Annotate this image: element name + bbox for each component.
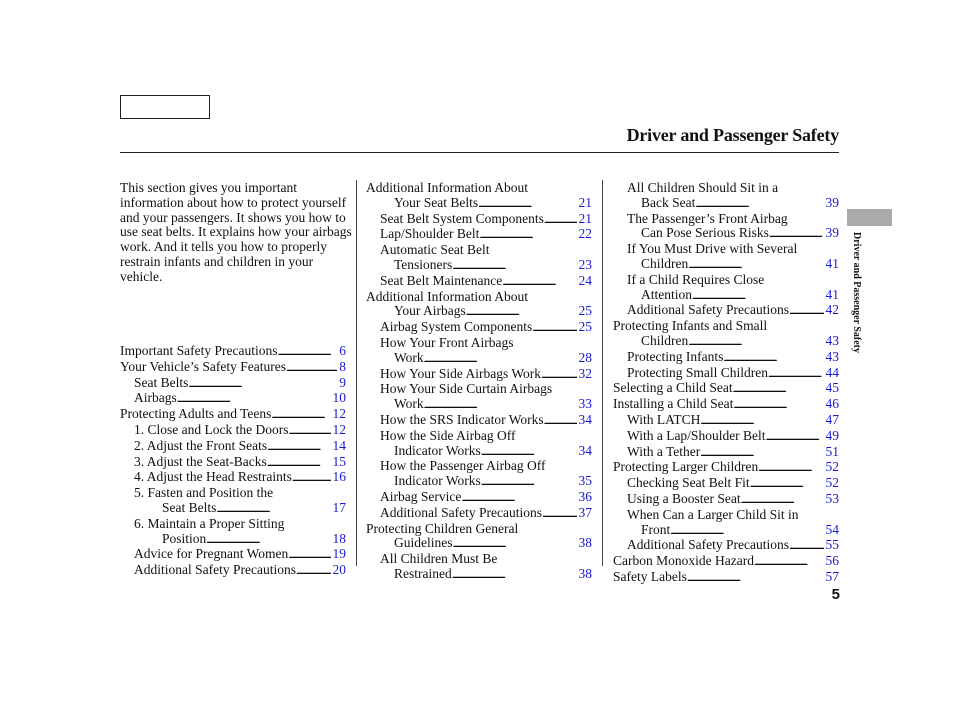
toc-entry[interactable] — [366, 490, 592, 506]
toc-page-link[interactable]: 43 — [825, 348, 839, 364]
toc-entry-title: 4. Adjust the Head Restraints — [134, 469, 292, 485]
toc-entry-title: Work — [394, 396, 424, 412]
toc-entry-title: With a Tether — [627, 443, 701, 459]
toc-page-link[interactable]: 32 — [578, 365, 592, 381]
dot-leader — [750, 476, 824, 492]
toc-entry-title: Lap/Shoulder Belt — [380, 226, 480, 242]
toc-page-link[interactable]: 38 — [578, 535, 592, 551]
dot-leader — [766, 429, 824, 445]
dot-leader — [188, 376, 337, 392]
toc-page-link[interactable]: 16 — [332, 469, 346, 485]
toc-entry-title: Safety Labels — [613, 568, 687, 584]
toc-entry-title: Additional Safety Precautions — [627, 537, 789, 553]
toc-page-link[interactable]: 21 — [578, 194, 592, 210]
dot-leader — [541, 367, 576, 383]
toc-entry-title: Carbon Monoxide Hazard — [613, 553, 754, 569]
toc-entry[interactable] — [613, 460, 839, 476]
dot-leader — [741, 492, 824, 508]
toc-entry[interactable] — [120, 470, 346, 486]
dot-leader — [452, 258, 576, 274]
toc-entry[interactable] — [613, 257, 839, 273]
dot-leader — [481, 474, 577, 490]
toc-entry[interactable] — [613, 366, 839, 382]
toc-column-2 — [366, 181, 592, 583]
toc-entry-title: Seat Belts — [162, 499, 217, 515]
dot-leader — [271, 407, 330, 423]
toc-page-link[interactable]: 39 — [825, 225, 839, 241]
toc-entry-title: Can Pose Serious Risks — [641, 225, 769, 241]
page-title: Driver and Passenger Safety — [626, 125, 839, 145]
toc-page-link[interactable]: 8 — [339, 358, 346, 374]
dot-leader — [670, 523, 823, 539]
dot-leader — [758, 460, 823, 476]
toc-entry-title: 2. Adjust the Front Seats — [134, 437, 268, 453]
toc-entry-title: Selecting a Child Seat — [613, 380, 733, 396]
dot-leader — [216, 501, 330, 517]
toc-page-link[interactable]: 10 — [332, 390, 346, 406]
toc-entry[interactable] — [366, 304, 592, 320]
toc-entry[interactable] — [120, 423, 346, 439]
toc-page-link[interactable]: 39 — [825, 194, 839, 210]
dot-leader — [687, 570, 824, 586]
toc-entry-title: Additional Safety Precautions — [134, 562, 296, 578]
toc-entry-title: Airbag Service — [380, 488, 462, 504]
toc-entry-title: How the SRS Indicator Works — [380, 411, 544, 427]
dot-leader — [688, 257, 823, 273]
toc-entry-title: Protecting Adults and Teens — [120, 406, 272, 422]
dot-leader — [424, 397, 577, 413]
dot-leader — [544, 413, 577, 429]
toc-page-link[interactable]: 41 — [825, 255, 839, 271]
toc-entry-title: Protecting Larger Children — [613, 459, 759, 475]
dot-leader — [267, 455, 331, 471]
toc-entry-heading: Additional Information About — [366, 180, 528, 195]
toc-entry[interactable] — [120, 376, 346, 392]
toc-page-link[interactable]: 18 — [332, 530, 346, 546]
toc-entry[interactable] — [366, 413, 592, 429]
toc-entry-title: Additional Safety Precautions — [627, 302, 789, 318]
toc-entry[interactable] — [613, 476, 839, 492]
toc-entry[interactable] — [613, 429, 839, 445]
dot-leader — [733, 397, 823, 413]
toc-entry-title: How Your Side Airbags Work — [380, 365, 542, 381]
toc-page-link[interactable]: 57 — [825, 568, 839, 584]
dot-leader — [267, 439, 330, 455]
toc-entry-heading: How the Side Airbag Off — [380, 427, 516, 443]
toc-entry[interactable] — [366, 506, 592, 522]
toc-entry[interactable] — [366, 212, 592, 228]
toc-page-link[interactable]: 12 — [332, 421, 346, 437]
toc-page-link[interactable]: 41 — [825, 286, 839, 302]
toc-entry-title: Tensioners — [394, 256, 453, 272]
toc-page-link[interactable]: 43 — [825, 332, 839, 348]
toc-entry[interactable] — [366, 567, 592, 583]
toc-entry-title: Installing a Child Seat — [613, 396, 734, 412]
dot-leader — [452, 567, 577, 583]
column-divider-1 — [356, 180, 357, 566]
toc-page-link[interactable]: 23 — [578, 256, 592, 272]
toc-entry-title: With LATCH — [627, 411, 701, 427]
dot-leader — [453, 536, 577, 552]
toc-entry-title: Attention — [641, 286, 692, 302]
toc-entry-heading: When Can a Larger Child Sit in — [627, 506, 799, 522]
dot-leader — [424, 351, 577, 367]
toc-page-link[interactable]: 28 — [578, 349, 592, 365]
dot-leader — [789, 303, 824, 319]
toc-entry-heading: How Your Front Airbags — [380, 334, 514, 350]
toc-entry[interactable] — [613, 334, 839, 350]
toc-entry[interactable] — [366, 397, 592, 413]
toc-entry[interactable] — [120, 360, 346, 376]
toc-page-link[interactable]: 17 — [332, 499, 346, 515]
toc-entry-heading: 5. Fasten and Position the — [134, 485, 274, 501]
toc-entry-title: Checking Seat Belt Fit — [627, 475, 750, 491]
toc-entry-title: Guidelines — [394, 535, 453, 551]
toc-entry[interactable] — [613, 397, 839, 413]
toc-entry[interactable] — [366, 351, 592, 367]
toc-entry-title: Additional Safety Precautions — [380, 504, 542, 520]
toc-page-link[interactable]: 55 — [825, 537, 839, 553]
page-number: 5 — [831, 586, 840, 603]
toc-entry[interactable] — [120, 547, 346, 563]
toc-entry[interactable] — [120, 563, 346, 579]
dot-leader — [286, 360, 337, 376]
toc-entry[interactable] — [613, 570, 839, 586]
toc-page-link[interactable]: 53 — [825, 490, 839, 506]
section-tab-marker — [847, 209, 892, 226]
toc-entry[interactable] — [366, 227, 592, 243]
toc-entry[interactable] — [120, 344, 346, 360]
toc-entry-title: Advice for Pregnant Women — [134, 546, 289, 562]
toc-entry[interactable] — [120, 532, 346, 548]
header-rule — [120, 152, 839, 153]
toc-entry[interactable] — [120, 501, 346, 517]
toc-entry-title: Airbag System Components — [380, 319, 533, 335]
toc-entry-heading: 6. Maintain a Proper Sitting — [134, 515, 285, 531]
dot-leader — [695, 196, 823, 212]
dot-leader — [542, 506, 577, 522]
toc-entry[interactable] — [613, 554, 839, 570]
toc-entry-heading: How Your Side Curtain Airbags — [380, 381, 553, 397]
toc-page-link[interactable]: 52 — [825, 475, 839, 491]
toc-page-link[interactable]: 54 — [825, 521, 839, 537]
dot-leader — [478, 196, 576, 212]
dot-leader — [688, 334, 823, 350]
toc-entry[interactable] — [613, 445, 839, 461]
dot-leader — [692, 288, 824, 304]
dot-leader — [206, 532, 330, 548]
dot-leader — [461, 490, 576, 506]
toc-entry-title: Your Seat Belts — [394, 194, 479, 210]
toc-entry-title: 1. Close and Lock the Doors — [134, 421, 289, 437]
dot-leader — [733, 381, 824, 397]
toc-entry-title: Your Airbags — [394, 303, 466, 319]
toc-entry[interactable] — [120, 439, 346, 455]
toc-page-link[interactable]: 36 — [578, 488, 592, 504]
toc-entry[interactable] — [613, 523, 839, 539]
dot-leader — [532, 320, 576, 336]
toc-page-link[interactable]: 21 — [578, 210, 592, 226]
dot-leader — [769, 226, 824, 242]
toc-page-link[interactable]: 52 — [825, 459, 839, 475]
toc-entry-heading: All Children Must Be — [380, 551, 498, 567]
toc-entry[interactable] — [613, 226, 839, 242]
dot-leader — [768, 366, 824, 382]
toc-entry-title: Indicator Works — [394, 442, 481, 458]
toc-entry-heading: Automatic Seat Belt — [380, 242, 490, 258]
toc-entry-title: Restrained — [394, 565, 452, 581]
toc-entry[interactable] — [120, 455, 346, 471]
toc-page-link[interactable]: 51 — [825, 443, 839, 459]
toc-page-link[interactable]: 12 — [332, 406, 346, 422]
toc-entry[interactable] — [366, 196, 592, 212]
toc-entry-title: Protecting Small Children — [627, 364, 768, 380]
toc-page-link[interactable]: 15 — [332, 453, 346, 469]
dot-leader — [754, 554, 824, 570]
dot-leader — [277, 344, 337, 360]
toc-entry-heading: Protecting Infants and Small — [613, 318, 768, 334]
dot-leader — [700, 445, 823, 461]
toc-entry-title: With a Lap/Shoulder Belt — [627, 427, 766, 443]
toc-entry-title: Using a Booster Seat — [627, 490, 741, 506]
toc-entry[interactable] — [613, 381, 839, 397]
toc-entry-heading: If You Must Drive with Several — [627, 241, 798, 257]
toc-page-link[interactable]: 47 — [825, 411, 839, 427]
toc-page-link[interactable]: 22 — [578, 226, 592, 242]
toc-page-link[interactable]: 34 — [578, 442, 592, 458]
toc-page-link[interactable]: 6 — [339, 343, 346, 358]
toc-entry-title: Airbags — [134, 390, 177, 406]
toc-page-link[interactable]: 45 — [825, 380, 839, 396]
toc-entry[interactable] — [366, 320, 592, 336]
dot-leader — [723, 350, 823, 366]
dot-leader — [296, 563, 331, 579]
top-left-frame — [120, 95, 210, 119]
toc-entry[interactable] — [613, 538, 839, 554]
toc-entry-heading: Additional Information About — [366, 288, 528, 304]
toc-entry[interactable] — [613, 492, 839, 508]
toc-entry-title: Children — [641, 255, 689, 271]
intro-paragraph: This section gives you important information about how to protect yourself and your passengers. It shows you how to use seat belts. It explains how your airbags work. And it tells you how to properly restrain infants and children in your vehicle. — [120, 180, 352, 284]
toc-entry-title: Important Safety Precautions — [120, 343, 278, 358]
toc-entry-title: Seat Belt System Components — [380, 210, 544, 226]
column-divider-2 — [602, 180, 603, 566]
toc-entry[interactable] — [366, 474, 592, 490]
toc-page-link[interactable]: 37 — [578, 504, 592, 520]
toc-page-link[interactable]: 33 — [578, 396, 592, 412]
toc-entry-title: Seat Belt Maintenance — [380, 272, 503, 288]
dot-leader — [544, 212, 577, 228]
toc-page-link[interactable]: 9 — [339, 374, 346, 390]
toc-entry-heading: If a Child Requires Close — [627, 271, 765, 287]
dot-leader — [288, 423, 330, 439]
toc-page-link[interactable]: 24 — [578, 272, 592, 288]
toc-entry[interactable] — [120, 407, 346, 423]
toc-entry[interactable] — [613, 350, 839, 366]
toc-entry-title: Back Seat — [641, 194, 696, 210]
toc-entry-title: 3. Adjust the Seat-Backs — [134, 453, 267, 469]
toc-entry[interactable] — [366, 536, 592, 552]
toc-page-link[interactable]: 49 — [825, 427, 839, 443]
toc-column-1 — [120, 344, 346, 579]
dot-leader — [177, 391, 331, 407]
toc-page-link[interactable]: 20 — [332, 562, 346, 578]
toc-entry-heading: The Passenger’s Front Airbag — [627, 210, 788, 226]
toc-page-link[interactable]: 14 — [332, 437, 346, 453]
toc-page-link[interactable]: 35 — [578, 473, 592, 489]
toc-page-link[interactable]: 25 — [578, 303, 592, 319]
toc-entry-title: Children — [641, 332, 689, 348]
toc-entry[interactable] — [120, 391, 346, 407]
dot-leader — [466, 304, 577, 320]
toc-entry[interactable] — [613, 196, 839, 212]
toc-entry-title: Indicator Works — [394, 473, 481, 489]
dot-leader — [481, 444, 577, 460]
toc-entry-title: Protecting Infants — [627, 348, 724, 364]
toc-page-link[interactable]: 19 — [332, 546, 346, 562]
side-section-label: Driver and Passenger Safety — [851, 232, 862, 354]
toc-entry-heading: All Children Should Sit in a — [627, 180, 779, 195]
toc-entry-title: Seat Belts — [134, 374, 189, 390]
toc-entry[interactable] — [613, 303, 839, 319]
toc-page-link[interactable]: 34 — [578, 411, 592, 427]
toc-entry-title: Your Vehicle’s Safety Features — [120, 358, 286, 374]
toc-page-link[interactable]: 44 — [825, 364, 839, 380]
toc-column-3 — [613, 181, 839, 586]
toc-page-link[interactable]: 42 — [825, 302, 839, 318]
dot-leader — [288, 547, 330, 563]
toc-entry-heading: How the Passenger Airbag Off — [380, 458, 546, 474]
toc-page-link[interactable]: 25 — [578, 319, 592, 335]
toc-page-link[interactable]: 46 — [825, 396, 839, 412]
toc-page-link[interactable]: 56 — [825, 553, 839, 569]
toc-entry[interactable] — [366, 258, 592, 274]
toc-page-link[interactable]: 38 — [578, 565, 592, 581]
toc-entry-title: Work — [394, 349, 424, 365]
toc-entry[interactable] — [366, 274, 592, 290]
toc-entry[interactable] — [366, 444, 592, 460]
toc-entry-heading: Protecting Children General — [366, 520, 519, 536]
dot-leader — [789, 538, 824, 554]
dot-leader — [292, 470, 331, 486]
toc-entry[interactable] — [613, 288, 839, 304]
toc-entry-title: Position — [162, 530, 207, 546]
dot-leader — [700, 413, 823, 429]
dot-leader — [479, 227, 576, 243]
toc-entry-title: Front — [641, 521, 671, 537]
toc-entry[interactable] — [366, 367, 592, 383]
toc-entry[interactable] — [613, 413, 839, 429]
dot-leader — [502, 274, 576, 290]
